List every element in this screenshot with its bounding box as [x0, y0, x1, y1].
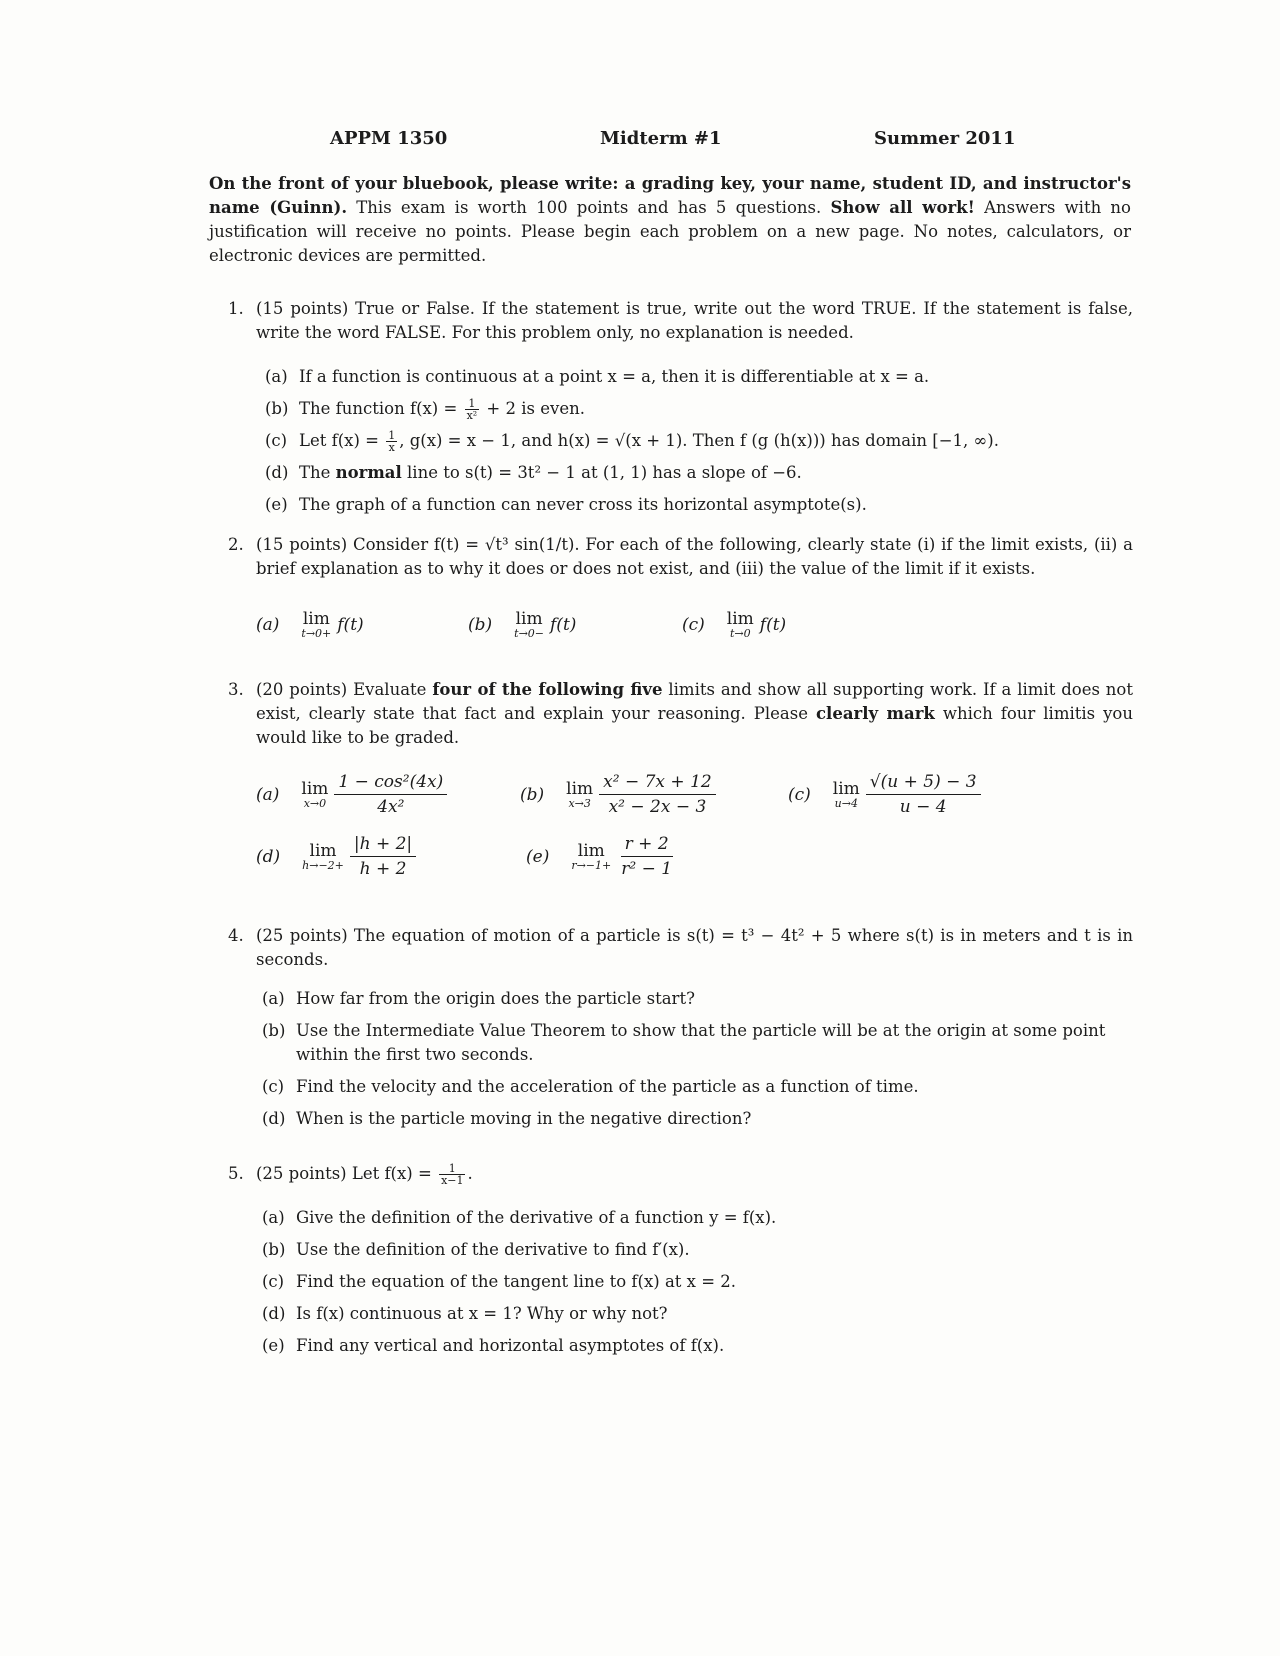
q5-part-a [262, 1202, 1132, 1234]
lim-subscript: u→4 [834, 796, 858, 810]
limit-operator [514, 610, 544, 640]
part-label: (c) [262, 1272, 285, 1291]
limit-operator [301, 780, 328, 810]
part-label: (d) [265, 463, 289, 482]
fraction-numerator: √(u + 5) − 3 [866, 772, 981, 795]
limit-expression: f(t) [550, 615, 577, 635]
fraction-numerator: 1 [388, 429, 396, 442]
lim-subscript: r→−1+ [571, 858, 612, 872]
q4-part-b [262, 1019, 1132, 1067]
q1-part-e [265, 489, 1125, 521]
instructions [209, 172, 1131, 268]
fraction-denominator: x−1 [441, 1174, 464, 1187]
q2-limit-a [256, 610, 364, 640]
part-text: Find any vertical and horizontal asymptotes of f(x). [296, 1336, 725, 1355]
fraction [465, 398, 480, 421]
q1-part-a [265, 361, 1125, 393]
fraction [386, 430, 397, 453]
limit-expression: f(t) [759, 615, 787, 635]
limit-operator [302, 842, 344, 872]
lim-subscript: t→0+ [301, 627, 332, 640]
question-text: (25 points) The equation of motion of a particle is s(t) = t³ − 4t² + 5 where s(t) is in meters and t is in seconds. [256, 926, 1133, 969]
fraction [439, 1163, 465, 1186]
limit-label: (b) [468, 615, 493, 635]
question-text [256, 678, 1133, 750]
limit-label: (d) [256, 846, 281, 867]
fraction-numerator: x² − 7x + 12 [599, 772, 716, 795]
part-text: Is f(x) continuous at x = 1? Why or why not? [296, 1304, 668, 1323]
limit-operator [301, 610, 331, 640]
fraction-numerator: r + 2 [621, 834, 673, 857]
question-number: 5. [228, 1164, 244, 1183]
exam-title: Midterm #1 [600, 128, 722, 149]
part-text: Find the equation of the tangent line to f(x) at x = 2. [296, 1272, 737, 1291]
q3-limit-e [526, 834, 676, 879]
q3-limit-b [520, 772, 716, 817]
instructions-bold: On the front of your bluebook, please write: a grading key, your name, student ID, and instructor's name (Guinn). [209, 174, 1131, 217]
question-3 [228, 678, 1133, 750]
part-text: How far from the origin does the particle start? [296, 989, 695, 1008]
part-label: (d) [262, 1109, 286, 1128]
lim-word: lim [301, 778, 329, 799]
part-label: (c) [262, 1077, 285, 1096]
lim-word: lim [566, 778, 594, 799]
q4-part-a [262, 987, 1132, 1011]
q3-limit-c [788, 772, 981, 817]
part-text: Use the Intermediate Value Theorem to show that the particle will be at the origin at some point within the first two seconds. [296, 1021, 1106, 1064]
question-1-parts [265, 361, 1125, 521]
part-label: (d) [262, 1304, 286, 1323]
limit-expression: f(t) [337, 615, 364, 635]
question-number: 3. [228, 680, 244, 699]
q3-text-pre: (20 points) Evaluate [256, 680, 433, 699]
q3-text-post: which four limitis you would like to be graded. [256, 704, 1133, 747]
question-text [256, 1162, 1133, 1186]
fraction-denominator: h + 2 [359, 859, 407, 879]
course-code: APPM 1350 [330, 128, 448, 149]
exam-term: Summer 2011 [874, 128, 1016, 149]
lim-word: lim [726, 609, 754, 629]
part-label: (b) [265, 399, 289, 418]
question-5 [228, 1162, 1133, 1186]
fraction-numerator: 1 − cos²(4x) [334, 772, 447, 795]
question-4-parts [262, 987, 1132, 1131]
part-text: The graph of a function can never cross its horizontal asymptote(s). [299, 495, 867, 514]
lim-word: lim [302, 609, 330, 629]
fraction-numerator: 1 [465, 398, 480, 410]
part-label: (a) [265, 367, 288, 386]
limit-operator [727, 610, 754, 640]
lim-subscript: h→−2+ [302, 858, 344, 872]
q3-text-mid: limits and show all supporting work. If a limit does not exist, clearly state that fact and explain your reasoning. Please [256, 680, 1133, 723]
fraction-denominator: x² [466, 409, 478, 422]
question-2 [228, 533, 1133, 581]
part-text: Use the definition of the derivative to find f′(x). [296, 1240, 690, 1259]
q3-limit-d [256, 834, 416, 879]
part-label: (a) [262, 989, 285, 1008]
question-text: (15 points) True or False. If the statement is true, write out the word TRUE. If the statement is false, write the word FALSE. For this problem only, no explanation is needed. [256, 299, 1133, 342]
part-text [299, 425, 1125, 457]
q3-text-bold-2: clearly mark [816, 704, 935, 723]
q4-part-c [262, 1075, 1132, 1099]
lim-word: lim [577, 840, 605, 861]
limit-fraction [599, 772, 716, 817]
part-label: (e) [262, 1336, 285, 1355]
q2-limit-c [682, 610, 786, 640]
part-text: If a function is continuous at a point x = a, then it is differentiable at x = a. [299, 367, 930, 386]
part-text [299, 457, 1125, 489]
limit-operator [566, 780, 593, 810]
question-1 [228, 297, 1133, 345]
q5-part-e [262, 1330, 1132, 1362]
lim-word: lim [309, 840, 337, 861]
fraction-denominator: x² − 2x − 3 [608, 797, 707, 817]
q1-part-d [265, 457, 1125, 489]
limit-label: (e) [526, 846, 550, 867]
lim-subscript: x→0 [303, 796, 327, 810]
q1-part-b [265, 393, 1125, 425]
q5-part-d [262, 1298, 1132, 1330]
part-text-pre: The [299, 463, 336, 482]
limit-fraction [617, 834, 676, 879]
q2-limit-b [468, 610, 576, 640]
part-text-pre: Let f(x) = [299, 431, 385, 450]
limit-operator [571, 842, 611, 872]
lim-word: lim [515, 609, 543, 629]
limit-fraction [334, 772, 447, 817]
question-4 [228, 924, 1133, 972]
q5-part-b [262, 1234, 1132, 1266]
fraction-numerator: |h + 2| [350, 834, 416, 857]
q4-part-d [262, 1107, 1132, 1131]
q5-part-c [262, 1266, 1132, 1298]
part-text-post: line to s(t) = 3t² − 1 at (1, 1) has a slope of −6. [401, 463, 802, 482]
part-text-bold: normal [335, 463, 402, 482]
lim-subscript: x→3 [568, 796, 591, 810]
part-label: (a) [262, 1208, 285, 1227]
q3-text-bold: four of the following five [432, 680, 663, 699]
fraction-numerator: 1 [439, 1163, 465, 1175]
q3-limit-a [256, 772, 447, 817]
question-5-parts [262, 1202, 1132, 1362]
part-text: Find the velocity and the acceleration of the particle as a function of time. [296, 1077, 919, 1096]
lim-subscript: t→0 [729, 627, 751, 640]
fraction-denominator: u − 4 [899, 797, 947, 817]
part-label: (c) [265, 431, 288, 450]
part-text [299, 393, 1125, 425]
part-label: (b) [262, 1240, 286, 1259]
part-label: (b) [262, 1021, 286, 1040]
question-text: (15 points) Consider f(t) = √t³ sin(1/t). For each of the following, clearly state (i) if the limit exists, (ii) a brief explanation as to why it does or does not exist, and (iii) the value of the limit if it exists. [256, 535, 1133, 578]
limit-label: (c) [788, 784, 811, 805]
question-number: 1. [228, 299, 244, 318]
limit-label: (a) [256, 784, 280, 805]
limit-label: (b) [520, 784, 545, 805]
q5-text-post: . [467, 1164, 473, 1183]
limit-label: (c) [682, 615, 705, 635]
part-text-pre: The function f(x) = [299, 399, 463, 418]
limit-fraction [866, 772, 981, 817]
limit-fraction [350, 834, 416, 879]
fraction-denominator: r² − 1 [621, 859, 673, 879]
part-text-post: , g(x) = x − 1, and h(x) = √(x + 1). Then f (g (h(x))) has domain [−1, ∞). [399, 431, 999, 450]
limit-label: (a) [256, 615, 280, 635]
instructions-text-1: This exam is worth 100 points and has 5 questions. [347, 198, 831, 217]
instructions-show-work: Show all work! [830, 198, 975, 217]
part-text: Give the definition of the derivative of a function y = f(x). [296, 1208, 777, 1227]
part-text-post: + 2 is even. [481, 399, 585, 418]
q3-limits [256, 772, 1056, 922]
q1-part-c [265, 425, 1125, 457]
fraction-denominator: x [388, 441, 395, 454]
question-number: 4. [228, 926, 244, 945]
lim-word: lim [832, 778, 860, 799]
question-number: 2. [228, 535, 244, 554]
q5-text-pre: (25 points) Let f(x) = [256, 1164, 438, 1183]
instructions-text-2: Answers with no justification will receive no points. Please begin each problem on a new page. No notes, calculators, or electronic devices are permitted. [209, 198, 1131, 265]
part-label: (e) [265, 495, 288, 514]
limit-operator [833, 780, 860, 810]
q2-limits [256, 610, 956, 660]
part-text: When is the particle moving in the negative direction? [296, 1109, 752, 1128]
fraction-denominator: 4x² [377, 797, 405, 817]
lim-subscript: t→0− [514, 627, 545, 640]
